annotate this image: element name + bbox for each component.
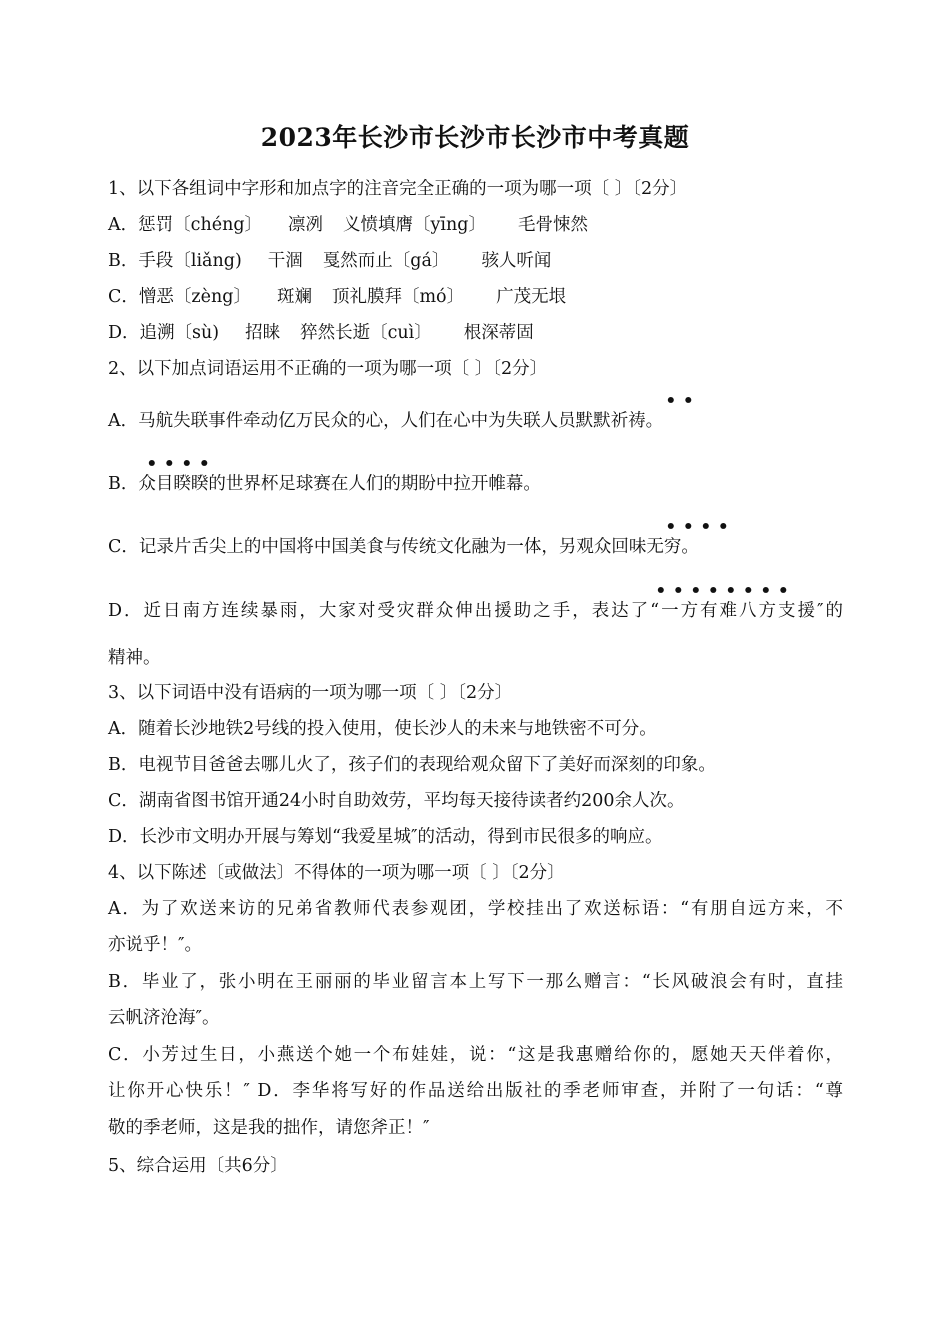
option-text: 干涸 (267, 251, 303, 271)
question-4-option-a-line-1: A．为了欢送来访的兄弟省教师代表参观团，学校挂出了欢送标语：“有朋自远方来，不 (108, 899, 843, 919)
question-2-option-c: C．记录片舌尖上的中国将中国美食与传统文化融为一体，另观众回味无穷。 (108, 537, 699, 557)
question-4-option-a-line-2: 亦说乎！″。 (108, 935, 203, 955)
question-2-option-b: B．众目睽睽的世界杯足球赛在人们的期盼中拉开帷幕。 (108, 474, 541, 494)
question-4-option-c-line-1: C．小芳过生日，小燕送个她一个布娃娃，说：“这是我惠赠给你的，愿她天天伴着你， (108, 1045, 843, 1065)
question-3-stem: 3、以下词语中没有语病的一项为哪一项〔 〕〔2分〕 (108, 683, 513, 703)
question-4-stem: 4、以下陈述〔或做法〕不得体的一项为哪一项〔 〕〔2分〕 (108, 863, 565, 883)
emphasis-dot: • (725, 581, 737, 601)
question-4-option-b-line-1: B．毕业了，张小明在王丽丽的毕业留言本上写下一那么赠言：“长风破浪会有时，直挂 (108, 972, 843, 992)
emphasis-dot: • (665, 391, 677, 411)
emphasis-dot: • (700, 517, 712, 537)
question-2-option-a: A．马航失联事件牵动亿万民众的心，人们在心中为失联人员默默祈祷。 (108, 411, 664, 431)
emphasis-dot: • (690, 581, 702, 601)
emphasis-dots (662, 391, 697, 411)
emphasis-dot: • (707, 581, 719, 601)
emphasis-dot: • (742, 581, 754, 601)
question-1-option-a (108, 212, 843, 238)
question-4-option-b-line-2: 云帆济沧海″。 (108, 1008, 220, 1028)
option-text: 凛冽 (288, 215, 324, 235)
question-2-option-d-line-2: 精神。 (108, 648, 161, 668)
question-2-option-d-line-1: D．近日南方连续暴雨，大家对受灾群众伸出援助之手，表达了“一方有难八方支援″的 (108, 601, 843, 621)
option-text: A．惩罚〔chéng〕 (108, 215, 263, 235)
question-1-stem: 1、以下各组词中字形和加点字的注音完全正确的一项为哪一项〔 〕〔2分〕 (108, 179, 688, 199)
emphasis-dot: • (760, 581, 772, 601)
option-text: 骇人听闻 (481, 251, 552, 271)
option-text: 斑斓 (276, 287, 312, 307)
emphasis-dot: • (146, 454, 158, 474)
option-text: B．手段〔liǎng) (108, 251, 242, 271)
question-4-option-c-line-3: 敬的季老师，这是我的拙作，请您斧正！″ (108, 1118, 430, 1138)
option-text: 义愤填膺〔yīng〕 (343, 215, 487, 235)
question-1-option-d (108, 320, 843, 346)
emphasis-dot: • (717, 517, 729, 537)
question-3-option-d: D．长沙市文明办开展与筹划“我爱星城″的活动，得到市民很多的响应。 (108, 827, 663, 847)
option-text: 根深蒂固 (463, 323, 534, 343)
question-3-option-c: C．湖南省图书馆开通24小时自助效劳，平均每天接待读者约200余人次。 (108, 791, 685, 811)
question-2-stem: 2、以下加点词语运用不正确的一项为哪一项〔 〕〔2分〕 (108, 359, 548, 379)
question-3-option-b: B．电视节目爸爸去哪儿火了，孩子们的表现给观众留下了美好而深刻的印象。 (108, 755, 716, 775)
question-1-option-b (108, 248, 843, 274)
question-5-stem: 5、综合运用〔共6分〕 (108, 1156, 288, 1176)
option-text: D．追溯〔sù) (108, 323, 220, 343)
question-4-option-c-line-2: 让你开心快乐！″ D．李华将写好的作品送给出版社的季老师审查，并附了一句话：“尊 (108, 1081, 843, 1101)
emphasis-dot: • (163, 454, 175, 474)
option-text: 猝然长逝〔cuì〕 (300, 323, 432, 343)
emphasis-dot: • (665, 517, 677, 537)
option-text: C．憎恶〔zèng〕 (108, 287, 251, 307)
option-text: 顶礼膜拜〔mó〕 (331, 287, 465, 307)
option-text: 广茂无垠 (496, 287, 567, 307)
emphasis-dot: • (777, 581, 789, 601)
question-3-option-a: A．随着长沙地铁2号线的投入使用，使长沙人的未来与地铁密不可分。 (108, 719, 657, 739)
emphasis-dot: • (682, 391, 694, 411)
emphasis-dots (652, 581, 792, 601)
emphasis-dot: • (655, 581, 667, 601)
emphasis-dot: • (682, 517, 694, 537)
option-text: 戛然而止〔gá〕 (322, 251, 450, 271)
question-1-option-c (108, 284, 843, 310)
emphasis-dot: • (181, 454, 193, 474)
emphasis-dots (662, 517, 732, 537)
option-text: 毛骨悚然 (518, 215, 589, 235)
emphasis-dot: • (672, 581, 684, 601)
option-text: 招睐 (245, 323, 281, 343)
page-title: 2023年长沙市长沙市长沙市中考真题 (260, 123, 690, 152)
emphasis-dots (143, 454, 213, 474)
emphasis-dot: • (198, 454, 210, 474)
